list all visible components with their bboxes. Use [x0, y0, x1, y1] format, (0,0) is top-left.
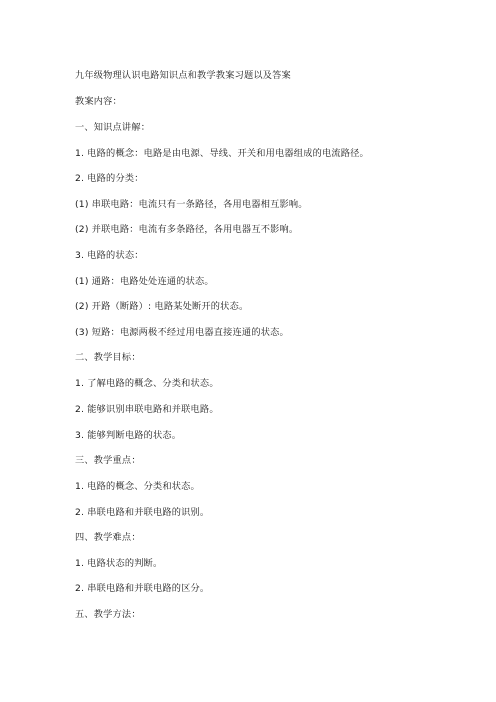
text-line: 2. 串联电路和并联电路的识别。: [75, 507, 210, 518]
section-heading: 二、教学目标：: [75, 352, 141, 363]
text-line: 3. 能够判断电路的状态。: [75, 430, 182, 441]
section-heading: 一、知识点讲解：: [75, 122, 151, 133]
text-line: (1) 通路：电路处处连通的状态。: [75, 276, 214, 287]
text-line: 2. 电路的分类：: [75, 173, 144, 184]
text-line: 1. 电路的概念：电路是由电源、导线、开关和用电器组成的电流路径。: [75, 148, 369, 159]
section-heading: 四、教学难点：: [75, 532, 141, 543]
text-line: 3. 电路的状态：: [75, 250, 144, 261]
section-heading: 三、教学重点：: [75, 455, 141, 466]
text-line: 2. 串联电路和并联电路的区分。: [75, 583, 210, 594]
text-line: 1. 了解电路的概念、分类和状态。: [75, 378, 219, 389]
text-line: (3) 短路：电源两极不经过用电器直接连通的状态。: [75, 327, 289, 338]
section-heading: 五、教学方法：: [75, 609, 141, 620]
text-line: 1. 电路状态的判断。: [75, 558, 163, 569]
document-title: 九年级物理认识电路知识点和教学教案习题以及答案: [75, 70, 291, 81]
text-line: 1. 电路的概念、分类和状态。: [75, 481, 200, 492]
text-line: 2. 能够识别串联电路和并联电路。: [75, 404, 219, 415]
text-line: (1) 串联电路：电流只有一条路径，各用电器相互影响。: [75, 199, 308, 210]
text-line: (2) 开路（断路）: 电路某处断开的状态。: [75, 301, 249, 312]
text-line: 教案内容：: [75, 96, 122, 107]
text-line: (2) 并联电路：电流有多条路径，各用电器互不影响。: [75, 224, 299, 235]
